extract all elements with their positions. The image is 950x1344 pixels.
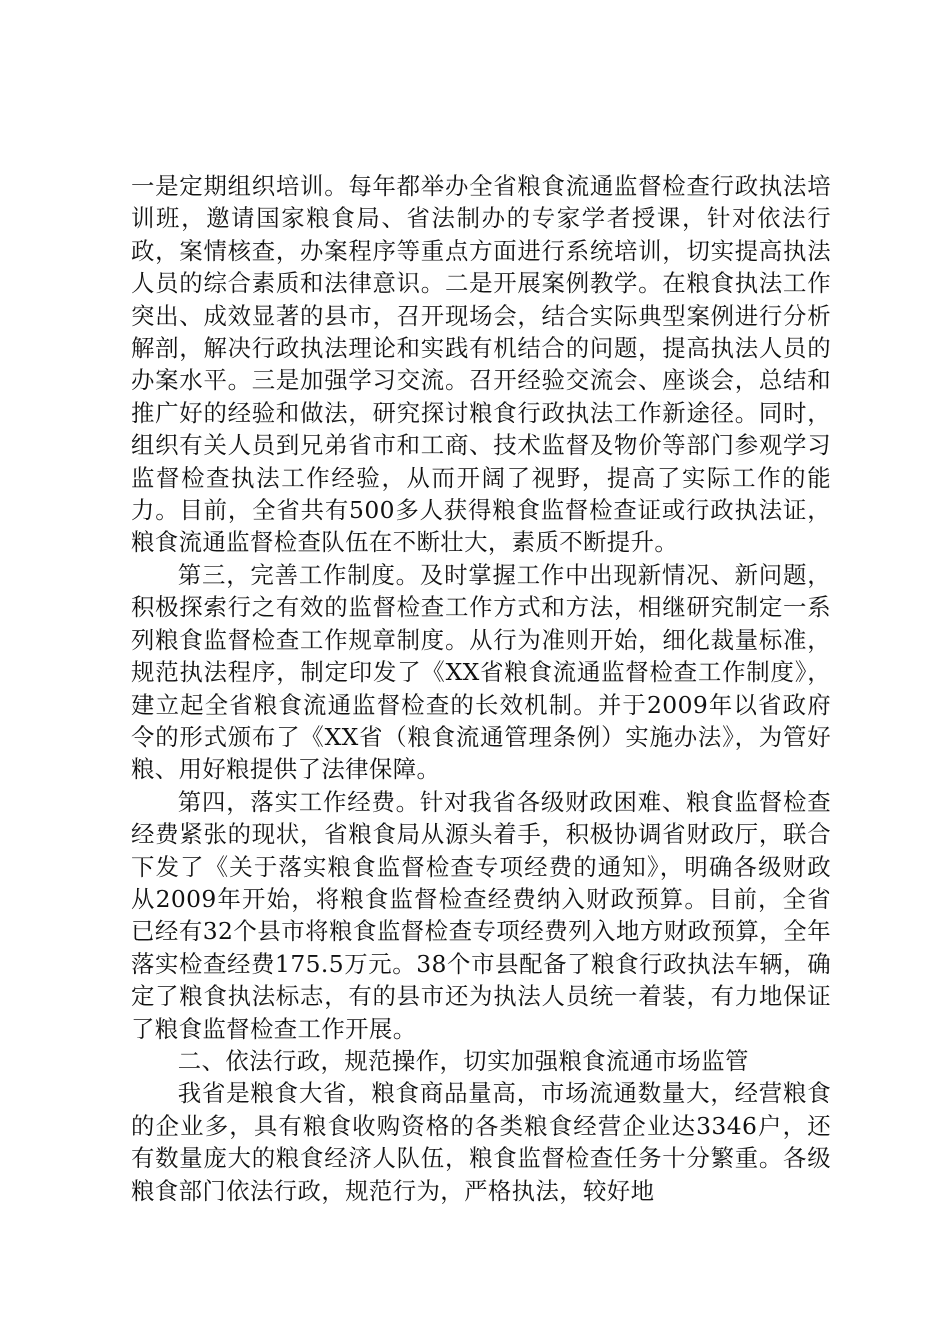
paragraph-training: 一是定期组织培训。每年都举办全省粮食流通监督检查行政执法培训班，邀请国家粮食局、省法制办的专家学者授课，针对依法行政，案情核查，办案程序等重点方面进行系统培训，切实提高执法人员的综合素质和法律意识。二是开展案例教学。在粮食执法工作突出、成效显著的县市，召开现场会，结合实际典型案例进行分析解剖，解决行政执法理论和实践有机结合的问题，提高执法人员的办案水平。三是加强学习交流。召开经验交流会、座谈会，总结和推广好的经验和做法，研究探讨粮食行政执法工作新途径。同时，组织有关人员到兄弟省市和工商、技术监督及物价等部门参观学习监督检查执法工作经验，从而开阔了视野，提高了实际工作的能力。目前，全省共有500多人获得粮食监督检查证或行政执法证，粮食流通监督检查队伍在不断壮大，素质不断提升。 <box>131 172 831 557</box>
paragraph-grain-province: 我省是粮食大省，粮食商品量高，市场流通数量大，经营粮食的企业多，具有粮食收购资格的各类粮食经营企业达3346户，还有数量庞大的粮食经济人队伍，粮食监督检查任务十分繁重。各级粮食部门依法行政，规范行为，严格执法，较好地 <box>131 1079 831 1205</box>
section-heading-market-supervision: 二、依法行政，规范操作，切实加强粮食流通市场监管 <box>177 1046 749 1075</box>
document-body <box>131 170 831 1207</box>
paragraph-work-system: 第三，完善工作制度。及时掌握工作中出现新情况、新问题，积极探索行之有效的监督检查工作方式和方法，相继研究制定一系列粮食监督检查工作规章制度。从行为准则开始，细化裁量标准，规范执法程序，制定印发了《XX省粮食流通监督检查工作制度》，建立起全省粮食流通监督检查的长效机制。并于2009年以省政府令的形式颁布了《XX省（粮食流通管理条例）实施办法》，为管好粮、用好粮提供了法律保障。 <box>131 560 831 784</box>
paragraph-funding: 第四，落实工作经费。针对我省各级财政困难、粮食监督检查经费紧张的现状，省粮食局从源头着手，积极协调省财政厅，联合下发了《关于落实粮食监督检查专项经费的通知》，明确各级财政从2009年开始，将粮食监督检查经费纳入财政预算。目前，全省已经有32个县市将粮食监督检查专项经费列入地方财政预算，全年落实检查经费175.5万元。38个市县配备了粮食行政执法车辆，确定了粮食执法标志，有的县市还为执法人员统一着装，有力地保证了粮食监督检查工作开展。 <box>131 787 831 1043</box>
